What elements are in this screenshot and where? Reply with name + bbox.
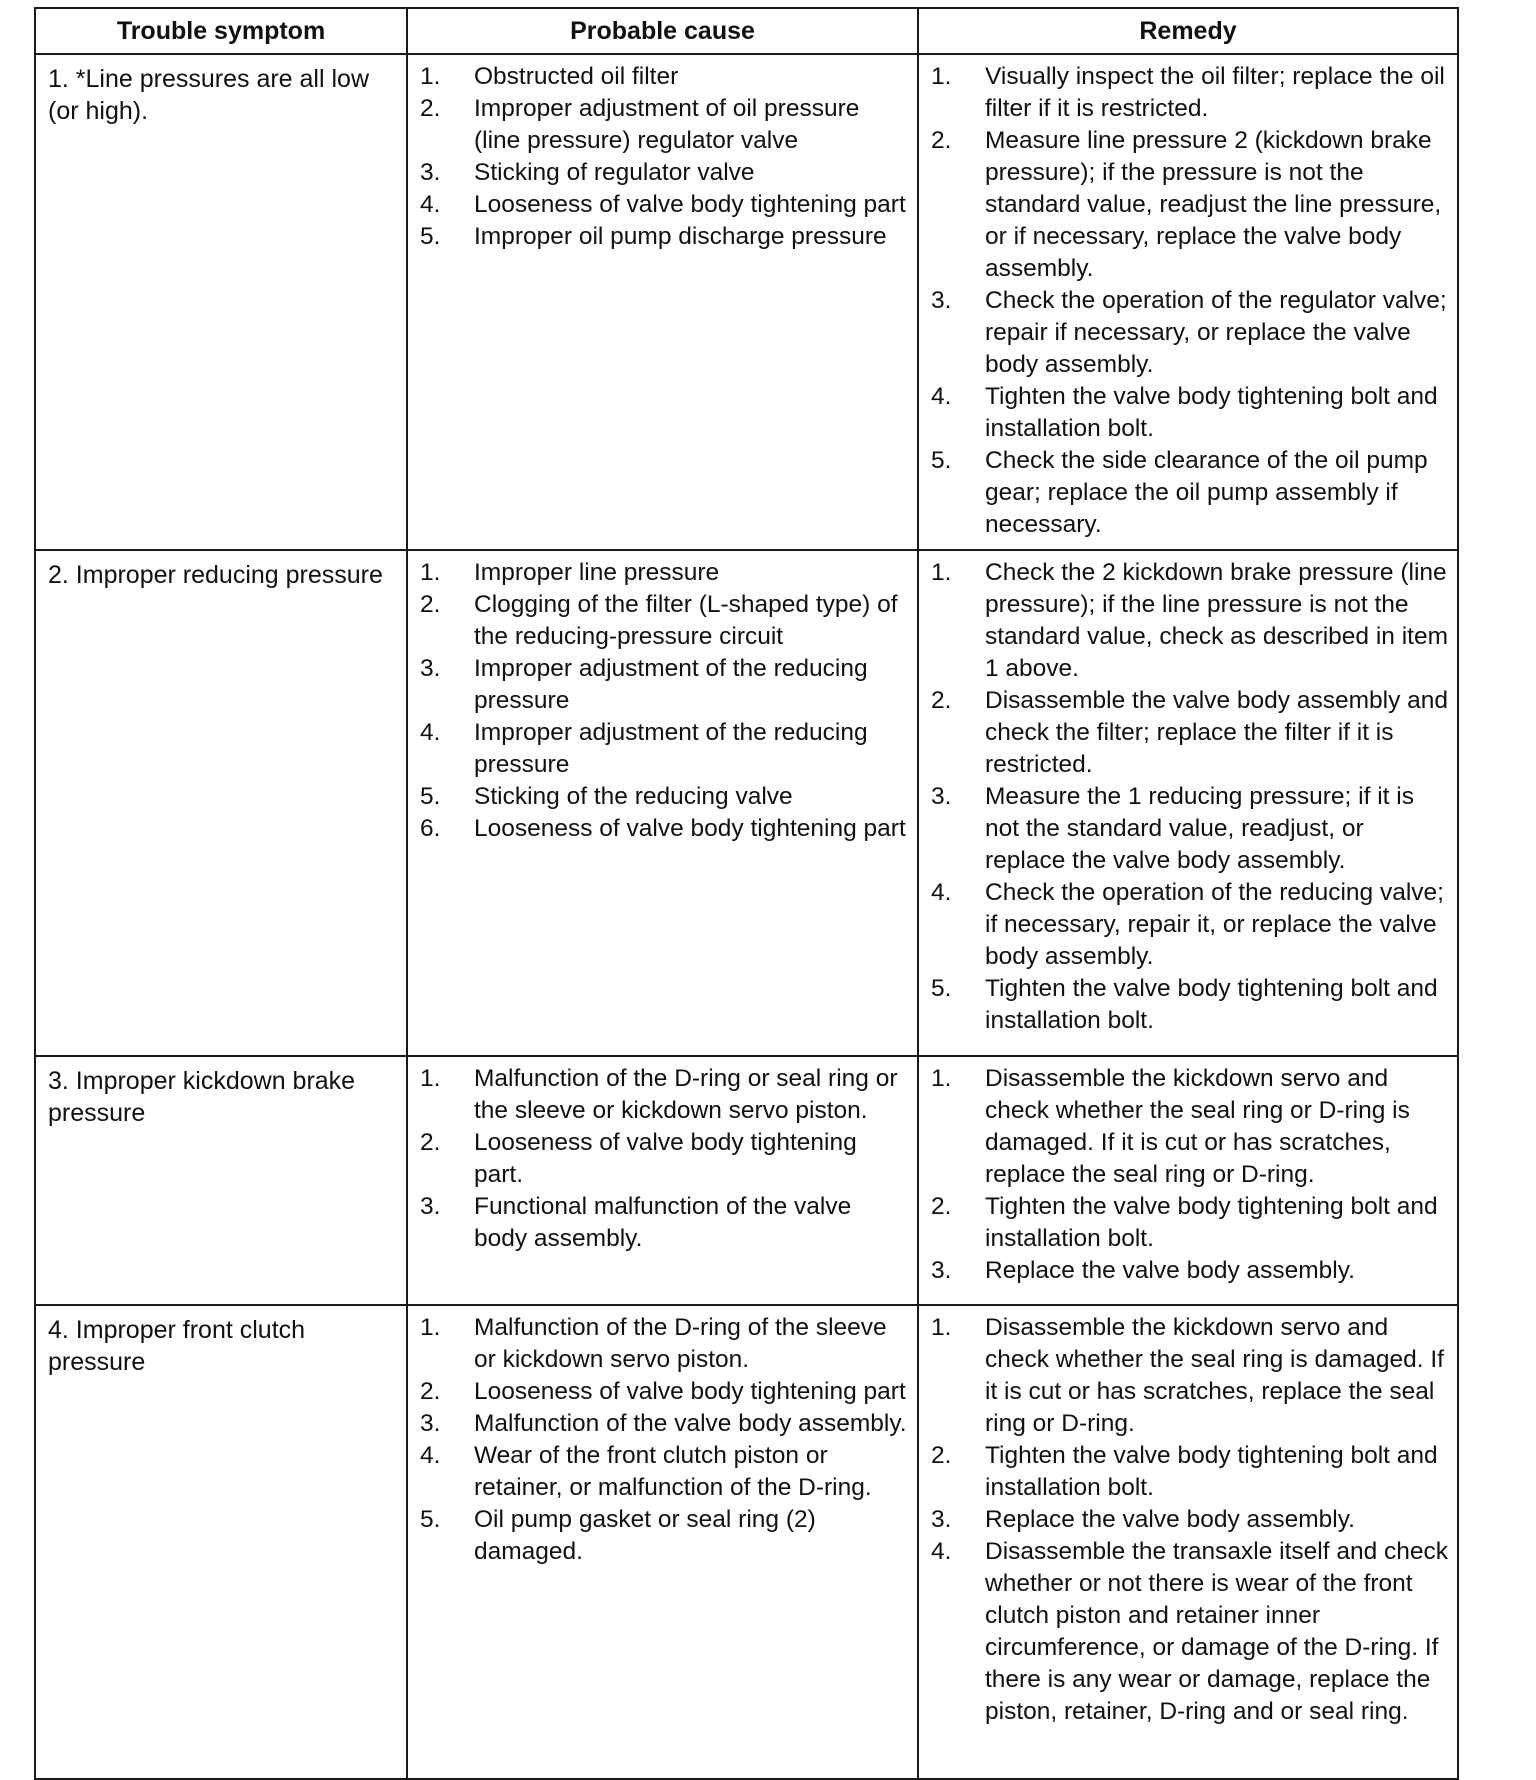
cause-item: [420, 221, 909, 253]
remedy-number: 3.: [931, 1257, 952, 1284]
remedy-text: Visually inspect the oil filter; replace the oil filter if it is restricted.: [985, 63, 1445, 122]
cause-item: [420, 717, 909, 781]
cause-number: 3.: [420, 159, 441, 186]
remedy-item: [931, 445, 1449, 541]
cause-number: 5.: [420, 223, 441, 250]
trouble-symptom-cell: 3. Improper kickdown brake pressure: [35, 1056, 407, 1305]
cause-text: Malfunction of the valve body assembly.: [474, 1410, 907, 1437]
remedy-item: [931, 1504, 1449, 1536]
remedy-number: 2.: [931, 127, 952, 154]
cause-number: 1.: [420, 1314, 441, 1341]
cause-number: 5.: [420, 783, 441, 810]
remedy-text: Check the operation of the regulator valve; repair if necessary, or replace the valve body assembly.: [985, 287, 1447, 378]
remedy-text: Disassemble the kickdown servo and check whether the seal ring is damaged. If it is cut or has scratches, replace the seal ring or D-ring.: [985, 1314, 1444, 1437]
cause-item: [420, 157, 909, 189]
remedy-number: 1.: [931, 1314, 952, 1341]
remedy-item: [931, 877, 1449, 973]
cause-text: Looseness of valve body tightening part: [474, 1378, 906, 1405]
table-row: [35, 1056, 1458, 1305]
remedy-number: 2.: [931, 1193, 952, 1220]
remedy-item: [931, 1440, 1449, 1504]
cause-number: 6.: [420, 815, 441, 842]
cause-item: [420, 189, 909, 221]
cause-text: Improper adjustment of oil pressure (line pressure) regulator valve: [474, 95, 860, 154]
cause-number: 2.: [420, 95, 441, 122]
cause-item: [420, 589, 909, 653]
remedy-item: [931, 973, 1449, 1037]
remedy-number: 1.: [931, 63, 952, 90]
remedy-item: [931, 285, 1449, 381]
remedy-number: 2.: [931, 687, 952, 714]
remedy-text: Disassemble the kickdown servo and check whether the seal ring or D-ring is damaged. If it is cut or has scratches, replace the seal ring or D-ring.: [985, 1065, 1410, 1188]
column-header-probable-cause: Probable cause: [407, 8, 918, 54]
cause-number: 1.: [420, 1065, 441, 1092]
cause-text: Looseness of valve body tightening part.: [474, 1129, 857, 1188]
cause-number: 3.: [420, 655, 441, 682]
cause-number: 3.: [420, 1410, 441, 1437]
remedy-item: [931, 1191, 1449, 1255]
cause-number: 4.: [420, 191, 441, 218]
cause-number: 1.: [420, 559, 441, 586]
cause-item: [420, 61, 909, 93]
cause-text: Improper adjustment of the reducing pressure: [474, 719, 868, 778]
cause-text: Improper adjustment of the reducing pressure: [474, 655, 868, 714]
troubleshooting-table: [34, 7, 1459, 1780]
remedy-item: [931, 61, 1449, 125]
cause-text: Improper line pressure: [474, 559, 720, 586]
remedy-text: Tighten the valve body tightening bolt and installation bolt.: [985, 383, 1438, 442]
cause-item: [420, 1504, 909, 1568]
cause-item: [420, 1440, 909, 1504]
cause-item: [420, 557, 909, 589]
remedy-item: [931, 1063, 1449, 1191]
remedy-number: 5.: [931, 447, 952, 474]
cause-number: 2.: [420, 1378, 441, 1405]
remedy-text: Tighten the valve body tightening bolt and installation bolt.: [985, 1193, 1438, 1252]
cause-text: Oil pump gasket or seal ring (2) damaged.: [474, 1506, 816, 1565]
cause-item: [420, 653, 909, 717]
cause-item: [420, 1376, 909, 1408]
remedy-cell: [918, 1056, 1458, 1305]
cause-item: [420, 1408, 909, 1440]
cause-item: [420, 1127, 909, 1191]
remedy-number: 3.: [931, 783, 952, 810]
cause-item: [420, 1063, 909, 1127]
cause-text: Sticking of the reducing valve: [474, 783, 793, 810]
remedy-number: 4.: [931, 1538, 952, 1565]
column-header-remedy: Remedy: [918, 8, 1458, 54]
remedy-text: Replace the valve body assembly.: [985, 1506, 1355, 1533]
column-header-trouble-symptom: Trouble symptom: [35, 8, 407, 54]
remedy-number: 4.: [931, 383, 952, 410]
cause-text: Malfunction of the D-ring or seal ring or the sleeve or kickdown servo piston.: [474, 1065, 898, 1124]
remedy-item: [931, 1312, 1449, 1440]
cause-item: [420, 1191, 909, 1255]
cause-number: 4.: [420, 1442, 441, 1469]
remedy-item: [931, 781, 1449, 877]
remedy-item: [931, 685, 1449, 781]
remedy-number: 3.: [931, 287, 952, 314]
remedy-text: Replace the valve body assembly.: [985, 1257, 1355, 1284]
probable-cause-cell: [407, 54, 918, 550]
remedy-text: Disassemble the transaxle itself and check whether or not there is wear of the front clutch piston and retainer inner circumference, or damage of the D-ring. If there is any wear or damage, replace the piston, retainer, D-ring and or seal ring.: [985, 1538, 1448, 1725]
remedy-cell: [918, 550, 1458, 1056]
trouble-symptom-cell: 1. *Line pressures are all low (or high).: [35, 54, 407, 550]
remedy-item: [931, 381, 1449, 445]
remedy-text: Measure line pressure 2 (kickdown brake pressure); if the pressure is not the standard value, readjust the line pressure, or if necessary, replace the valve body assembly.: [985, 127, 1442, 282]
remedy-text: Tighten the valve body tightening bolt and installation bolt.: [985, 1442, 1438, 1501]
cause-item: [420, 781, 909, 813]
probable-cause-cell: [407, 550, 918, 1056]
remedy-number: 1.: [931, 559, 952, 586]
cause-number: 5.: [420, 1506, 441, 1533]
remedy-text: Tighten the valve body tightening bolt and installation bolt.: [985, 975, 1438, 1034]
remedy-number: 3.: [931, 1506, 952, 1533]
remedy-item: [931, 1255, 1449, 1287]
remedy-text: Check the 2 kickdown brake pressure (line pressure); if the line pressure is not the standard value, check as described in item 1 above.: [985, 559, 1449, 682]
cause-text: Malfunction of the D-ring of the sleeve or kickdown servo piston.: [474, 1314, 887, 1373]
remedy-text: Check the side clearance of the oil pump gear; replace the oil pump assembly if necessary.: [985, 447, 1428, 538]
remedy-cell: [918, 1305, 1458, 1779]
cause-text: Functional malfunction of the valve body assembly.: [474, 1193, 852, 1252]
cause-item: [420, 93, 909, 157]
cause-text: Wear of the front clutch piston or retainer, or malfunction of the D-ring.: [474, 1442, 872, 1501]
table-row: [35, 54, 1458, 550]
cause-text: Obstructed oil filter: [474, 63, 679, 90]
remedy-text: Check the operation of the reducing valve; if necessary, repair it, or replace the valve body assembly.: [985, 879, 1444, 970]
cause-number: 2.: [420, 591, 441, 618]
remedy-number: 1.: [931, 1065, 952, 1092]
remedy-item: [931, 125, 1449, 285]
probable-cause-cell: [407, 1056, 918, 1305]
cause-number: 3.: [420, 1193, 441, 1220]
remedy-text: Measure the 1 reducing pressure; if it is not the standard value, readjust, or replace the valve body assembly.: [985, 783, 1414, 874]
trouble-symptom-cell: 2. Improper reducing pressure: [35, 550, 407, 1056]
table-header-row: [35, 8, 1458, 54]
cause-text: Looseness of valve body tightening part: [474, 191, 906, 218]
remedy-cell: [918, 54, 1458, 550]
cause-text: Sticking of regulator valve: [474, 159, 755, 186]
remedy-text: Disassemble the valve body assembly and check the filter; replace the filter if it is restricted.: [985, 687, 1449, 778]
troubleshooting-sheet: [34, 7, 1457, 1780]
cause-number: 4.: [420, 719, 441, 746]
table-row: [35, 1305, 1458, 1779]
cause-number: 2.: [420, 1129, 441, 1156]
cause-text: Looseness of valve body tightening part: [474, 815, 906, 842]
remedy-item: [931, 1536, 1449, 1728]
remedy-item: [931, 557, 1449, 685]
cause-item: [420, 1312, 909, 1376]
cause-item: [420, 813, 909, 845]
remedy-number: 4.: [931, 879, 952, 906]
cause-text: Improper oil pump discharge pressure: [474, 223, 887, 250]
table-row: [35, 550, 1458, 1056]
trouble-symptom-cell: 4. Improper front clutch pressure: [35, 1305, 407, 1779]
cause-text: Clogging of the filter (L-shaped type) of the reducing-pressure circuit: [474, 591, 898, 650]
remedy-number: 2.: [931, 1442, 952, 1469]
cause-number: 1.: [420, 63, 441, 90]
remedy-number: 5.: [931, 975, 952, 1002]
probable-cause-cell: [407, 1305, 918, 1779]
